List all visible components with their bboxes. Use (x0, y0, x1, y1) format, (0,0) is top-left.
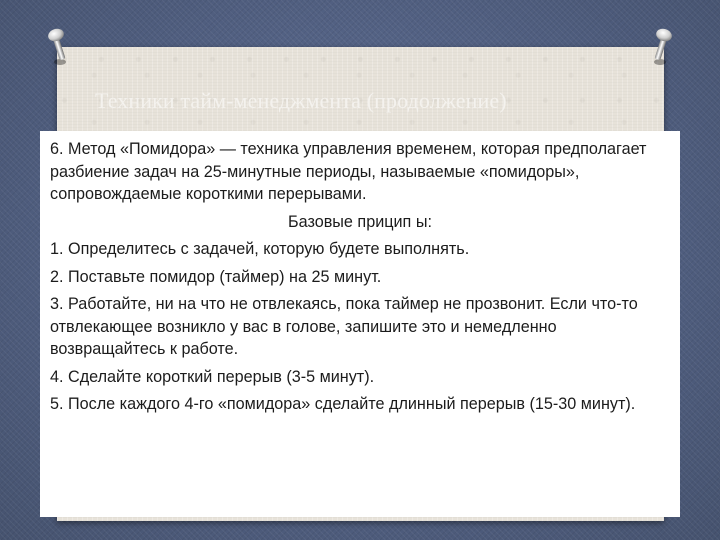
list-item: 3. Работайте, ни на что не отвлекаясь, пока таймер не прозвонит. Если что-то отвлекающее возникло у вас в голове, запишите это и немедленно возвращайтесь к работе. (50, 295, 638, 358)
list-item: 2. Поставьте помидор (таймер) на 25 минут. (50, 267, 382, 286)
slide-title: Техники тайм-менеджмента (продолжение) (95, 88, 507, 113)
list-item: 4. Сделайте короткий перерыв (3-5 минут). (50, 367, 375, 386)
slide-content (40, 131, 680, 517)
list-item: 1. Определитесь с задачей, которую будете выполнять. (50, 240, 470, 258)
intro-paragraph: 6. Метод «Помидора» — техника управления временем, которая предполагает разбиение задач на 25-минутные периоды, называемые «помидоры», сопровождаемые короткими перерывами. (50, 140, 647, 203)
pushpin-icon (648, 26, 676, 66)
pushpin-icon (44, 26, 72, 66)
subheading: Базовые прицип ы: (288, 212, 432, 231)
list-item: 5. После каждого 4-го «помидора» сделайте длинный перерыв (15-30 минут). (50, 395, 636, 413)
